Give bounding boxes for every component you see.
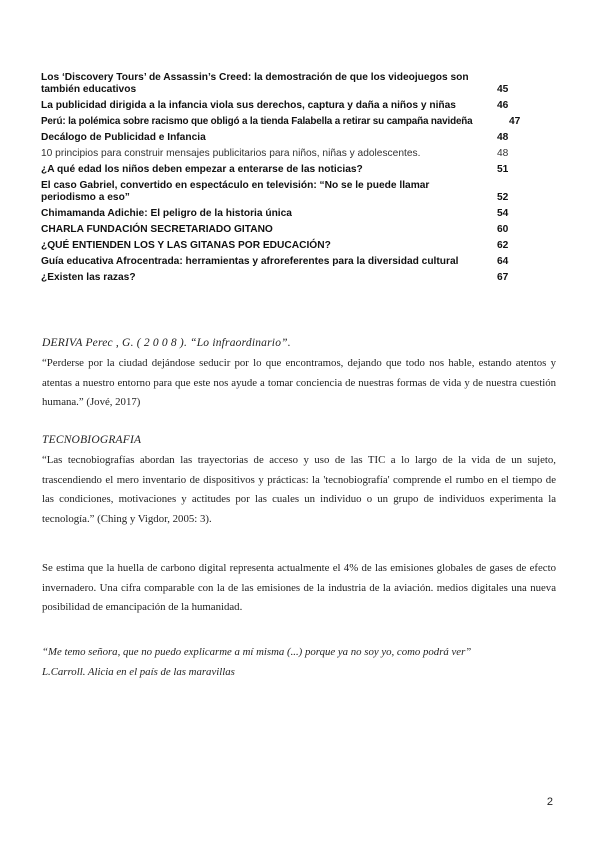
toc-entry[interactable] bbox=[41, 148, 521, 160]
toc-entry[interactable] bbox=[41, 240, 521, 252]
toc-entry-title: CHARLA FUNDACIÓN SECRETARIADO GITANO bbox=[41, 224, 273, 235]
toc-entry-page: 45 bbox=[497, 84, 509, 95]
toc-entry-title: ¿A qué edad los niños deben empezar a enterarse de las noticias? bbox=[41, 164, 363, 175]
toc-entry[interactable] bbox=[41, 272, 521, 284]
table-of-contents bbox=[41, 72, 521, 284]
tecnobiografia-title: TECNOBIOGRAFIA bbox=[42, 434, 142, 446]
deriva-quote: “Perderse por la ciudad dejándose seducir por lo que encontramos, dejando que todo nos hable, estando atentos y atentas a nuestro entorno para que este nos ayude a tomar conciencia de nuestras formas de vida y de nuestra cuestión humana.” (Jové, 2017) bbox=[42, 357, 556, 408]
huella-paragraph: Se estima que la huella de carbono digital representa actualmente el 4% de las emisiones globales de gases de efecto invernadero. Una cifra comparable con la de las emisiones de la industria de la aviación. medios digitales una nueva posibilidad de emancipación de la humanidad. bbox=[42, 562, 556, 613]
toc-entry-page: 47 bbox=[509, 116, 521, 127]
toc-entry[interactable] bbox=[41, 256, 521, 268]
toc-entry[interactable] bbox=[41, 116, 521, 128]
toc-entry[interactable] bbox=[41, 180, 521, 204]
toc-entry-page: 67 bbox=[497, 272, 509, 283]
tecnobiografia-quote: “Las tecnobiografías abordan las trayectorias de acceso y uso de las TIC a lo largo de la vida de un sujeto, trascendiendo el mero inventario de dispositivos y prácticas: la 'tecnobiografía' comprende el rumbo en el tiempo de las condiciones, motivaciones y actitudes por las cuales un individuo o un grupo de individuos experimenta la tecnología.” (Ching y Vigdor, 2005: 3). bbox=[42, 454, 556, 525]
toc-entry[interactable] bbox=[41, 100, 521, 112]
epigraph-quote: “Me temo señora, que no puedo explicarme a mí misma (...) porque ya no soy yo, como podrá ver” bbox=[42, 646, 472, 658]
toc-entry[interactable] bbox=[41, 208, 521, 220]
deriva-section bbox=[42, 337, 556, 413]
toc-entry-page: 54 bbox=[497, 208, 509, 219]
tecnobiografia-section bbox=[42, 434, 556, 529]
epigraph-section bbox=[42, 643, 556, 682]
toc-entry-title: El caso Gabriel, convertido en espectáculo en televisión: “No se le puede llamar periodismo a eso” bbox=[41, 180, 430, 203]
toc-entry-title: La publicidad dirigida a la infancia viola sus derechos, captura y daña a niños y niñas bbox=[41, 100, 456, 111]
toc-entry-page: 48 bbox=[497, 132, 509, 143]
toc-entry-page: 64 bbox=[497, 256, 509, 267]
toc-entry-title: ¿Existen las razas? bbox=[41, 272, 136, 283]
toc-entry-title: Los ‘Discovery Tours’ de Assassin’s Creed: la demostración de que los videojuegos son también educativos bbox=[41, 72, 469, 95]
deriva-title: DERIVA Perec , G. ( 2 0 0 8 ). “Lo infraordinario”. bbox=[42, 337, 291, 349]
toc-entry[interactable] bbox=[41, 132, 521, 144]
toc-entry-page: 62 bbox=[497, 240, 509, 251]
toc-entry-page: 46 bbox=[497, 100, 509, 111]
toc-entry[interactable] bbox=[41, 164, 521, 176]
toc-entry-page: 52 bbox=[497, 192, 509, 203]
toc-entry-title: 10 principios para construir mensajes publicitarios para niños, niñas y adolescentes. bbox=[41, 148, 421, 159]
toc-entry-page: 51 bbox=[497, 164, 509, 175]
toc-entry[interactable] bbox=[41, 72, 521, 96]
toc-entry-title: ¿QUÉ ENTIENDEN LOS Y LAS GITANAS POR EDUCACIÓN? bbox=[41, 240, 331, 251]
toc-entry-title: Decálogo de Publicidad e Infancia bbox=[41, 132, 206, 143]
huella-paragraph-section bbox=[42, 559, 556, 618]
toc-entry-title: Chimamanda Adichie: El peligro de la historia única bbox=[41, 208, 292, 219]
toc-entry[interactable] bbox=[41, 224, 521, 236]
toc-entry-title: Perú: la polémica sobre racismo que obligó a la tienda Falabella a retirar su campaña navideña bbox=[41, 116, 473, 127]
toc-entry-page: 60 bbox=[497, 224, 509, 235]
toc-entry-page: 48 bbox=[497, 148, 509, 159]
toc-entry-title: Guía educativa Afrocentrada: herramientas y afroreferentes para la diversidad cultural bbox=[41, 256, 459, 267]
page-number: 2 bbox=[546, 796, 553, 808]
epigraph-source: L.Carroll. Alicia en el país de las maravillas bbox=[42, 665, 235, 678]
